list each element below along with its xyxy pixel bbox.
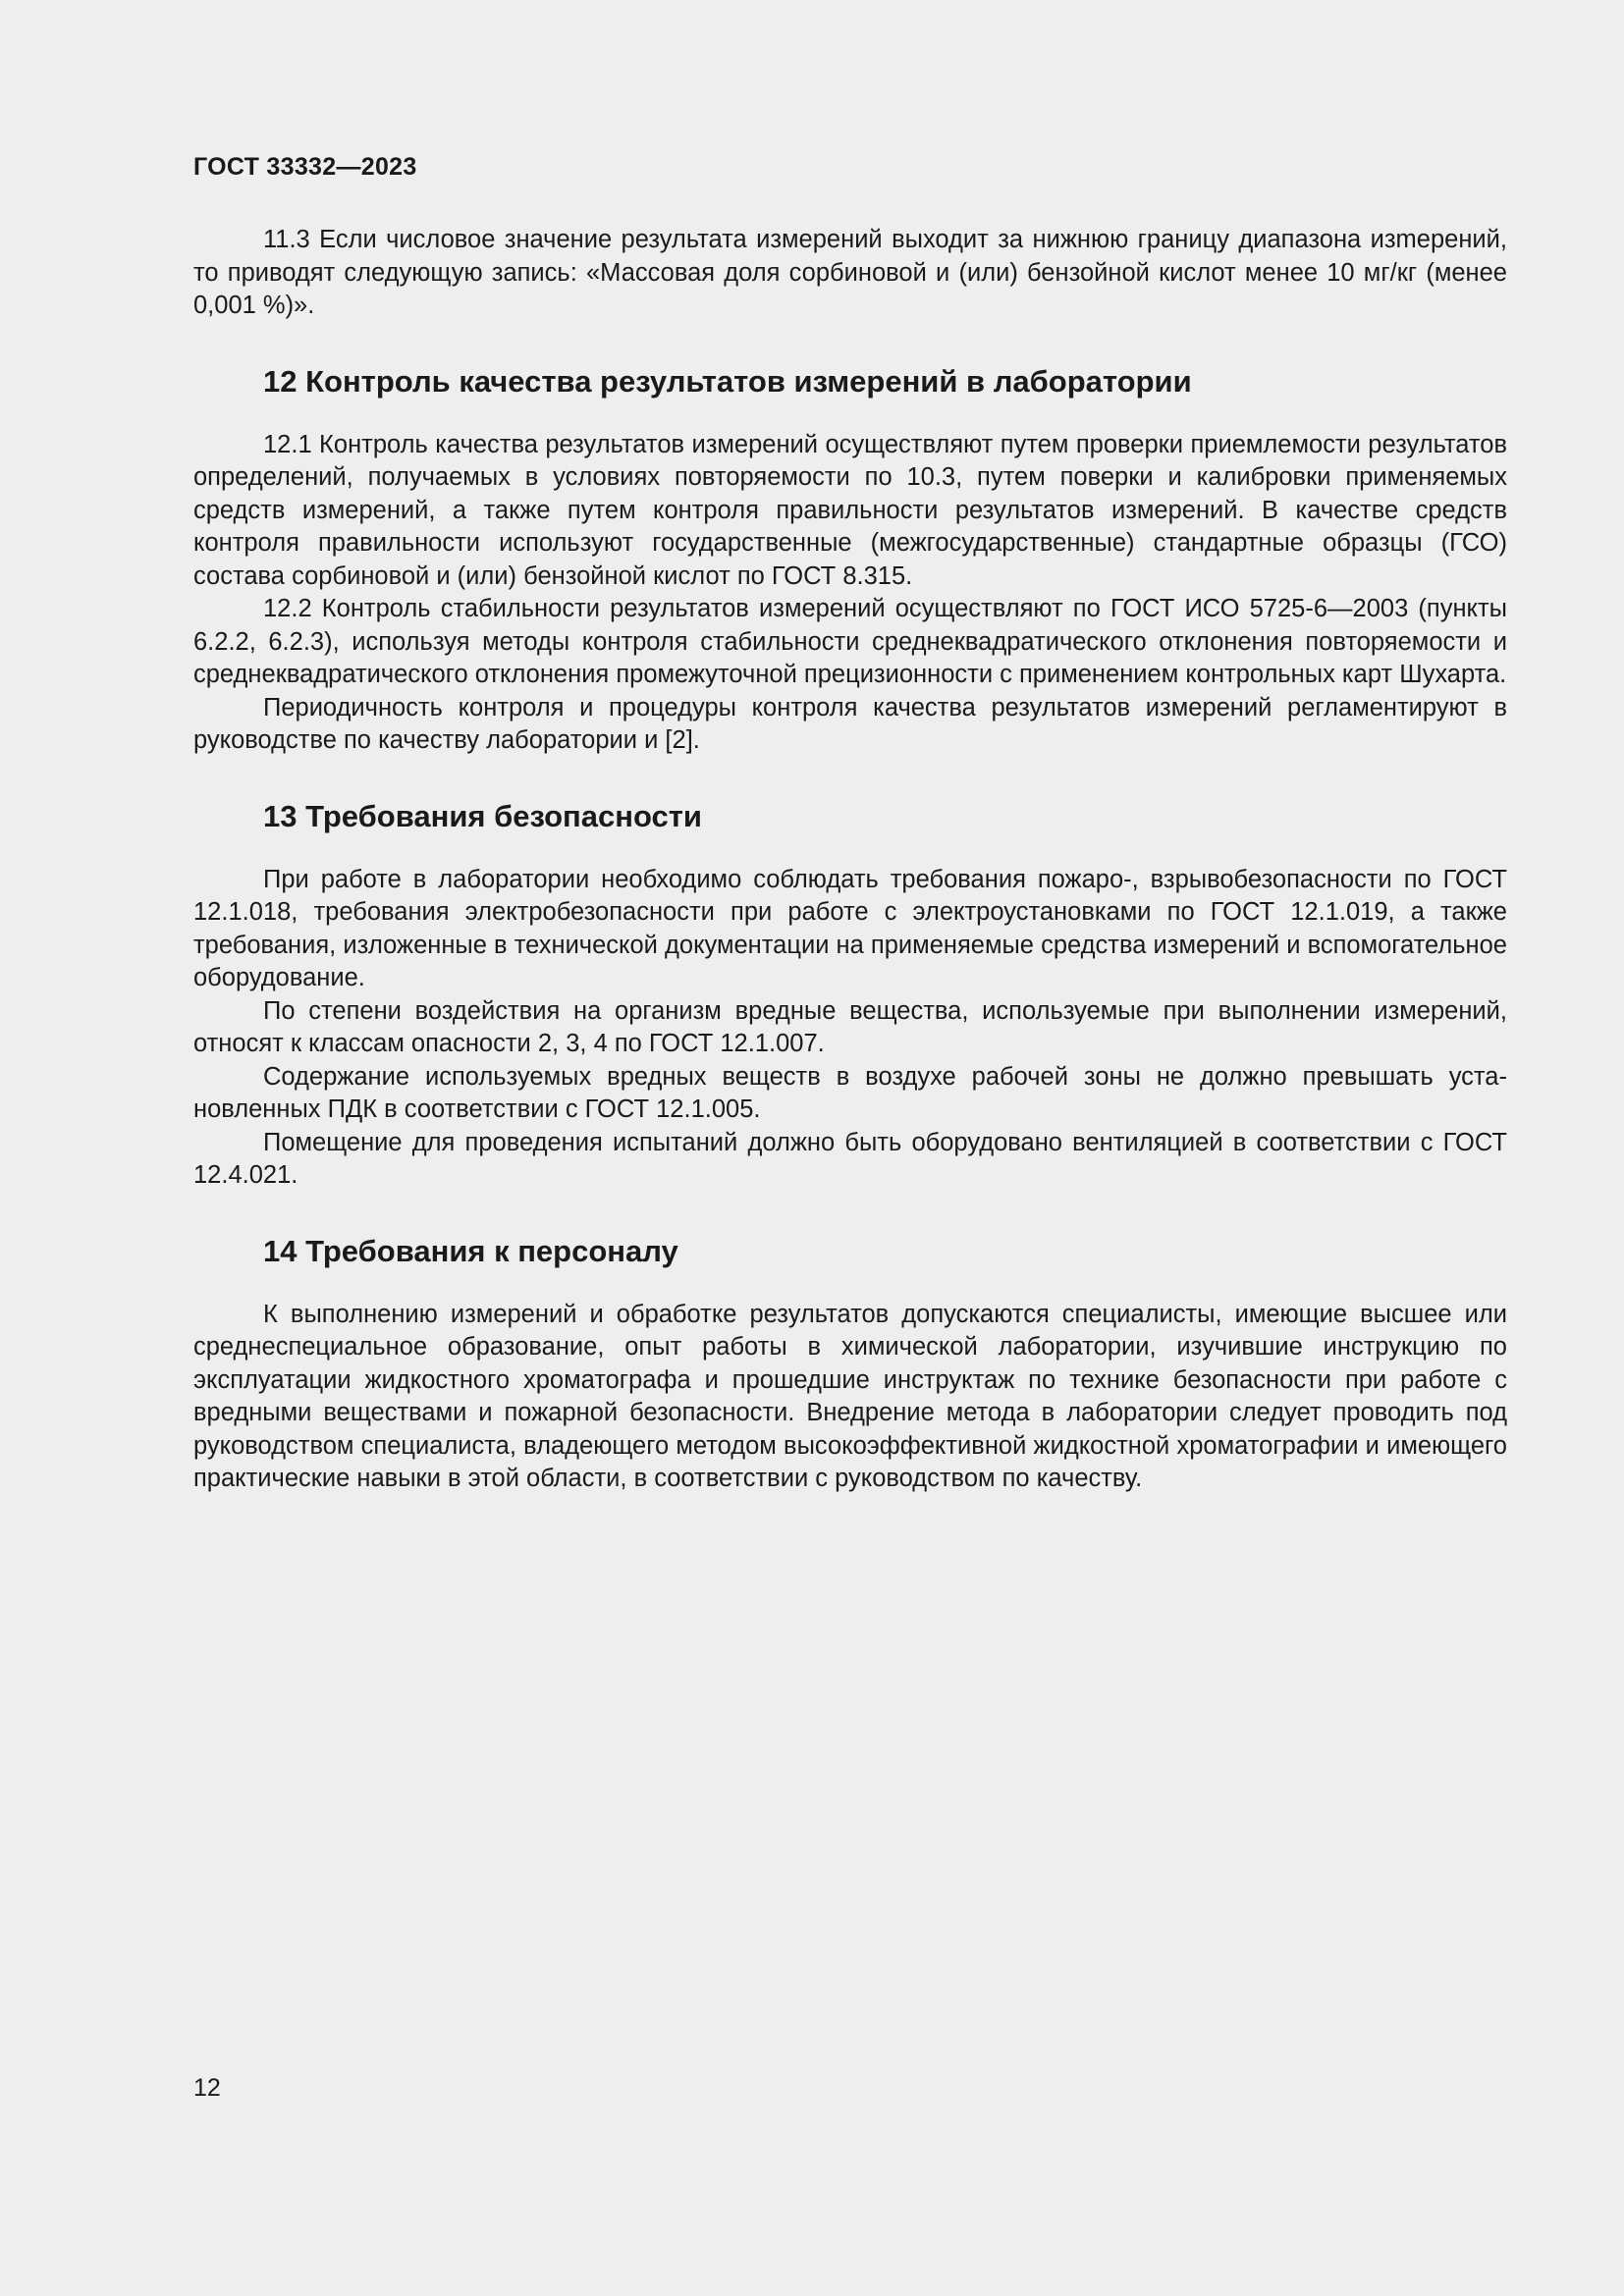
- paragraph-13-4: Помещение для проведения испытаний должно быть оборудовано вентиляцией в соответствии с ГОСТ 12.4.021.: [193, 1128, 1507, 1189]
- section-heading-12: 12 Контроль качества результатов измерений в лаборатории: [263, 363, 1192, 399]
- section-heading-13: 13 Требования безопасности: [263, 798, 702, 833]
- paragraph-12-1: 12.1 Контроль качества результатов измерений осуществляют путем проверки приемлемости результатов определений, получаемых в условиях повторяемости по 10.3, путем поверки и калибровки применяемых средств измерений, а также путем контроля правильности результатов измерений. В качестве средств контроля правильности используют государственные (межгосударственные) стандартные образцы (ГСО) состава сорбиновой и (или) бензойной кислот по ГОСТ 8.315.: [193, 430, 1507, 590]
- page-content: [193, 224, 1507, 1496]
- document-page: [193, 0, 1507, 2296]
- paragraph-13-1: При работе в лаборатории необходимо соблюдать требования пожаро-, взрывобезопасности по ГОСТ 12.1.018, требования электробезопасности при работе с электроустановками по ГОСТ 12.1.019, а также требования, изложенные в технической документации на применяемые средства измерений и вспомогательное оборудование.: [193, 865, 1507, 991]
- page-number: 12: [193, 2074, 221, 2102]
- section-heading-14: 14 Требования к персоналу: [263, 1233, 678, 1268]
- paragraph-12-3: Периодичность контроля и процедуры контроля качества результатов измерений регламентируют в руководстве по качеству лаборатории и [2].: [193, 693, 1507, 754]
- paragraph-14-1: К выполнению измерений и обработке результатов допускаются специалисты, имеющие высшее или среднеспециальное образование, опыт работы в химической лаборатории, изучившие инструкцию по эксплуатации жидкостного хроматографа и прошедшие инструктаж по технике безопасности при работе с вредными веществами и пожарной безопасности. Внедрение метода в лаборатории следует проводить под руководством специалиста, владеющего методом высокоэффективной жидкостной хроматографии и имеющего практические навыки в этой области, в соответствии с руководством по качеству.: [193, 1300, 1507, 1492]
- running-header: ГОСТ 33332—2023: [193, 153, 417, 181]
- paragraph-13-3: Содержание используемых вредных веществ в воздухе рабочей зоны не должно превышать установленных ПДК в соответствии с ГОСТ 12.1.005.: [193, 1062, 1507, 1123]
- paragraph-13-2: По степени воздействия на организм вредные вещества, используемые при выполнении измерений, относят к классам опасности 2, 3, 4 по ГОСТ 12.1.007.: [193, 996, 1507, 1057]
- paragraph-11-3: 11.3 Если числовое значение результата измерений выходит за нижнюю границу диапазона изmерений, то приводят следующую запись: «Массовая доля сорбиновой и (или) бензойной кислот менее 10 мг/кг (менее 0,001 %)».: [193, 226, 1507, 319]
- paragraph-12-2: 12.2 Контроль стабильности результатов измерений осуществляют по ГОСТ ИСО 5725-6—2003 (пункты 6.2.2, 6.2.3), используя методы контроля стабильности среднеквадратического отклонения повторяемости и среднеквадратического отклонения промежуточной прецизионности с применением контрольных карт Шухарта.: [193, 595, 1507, 688]
